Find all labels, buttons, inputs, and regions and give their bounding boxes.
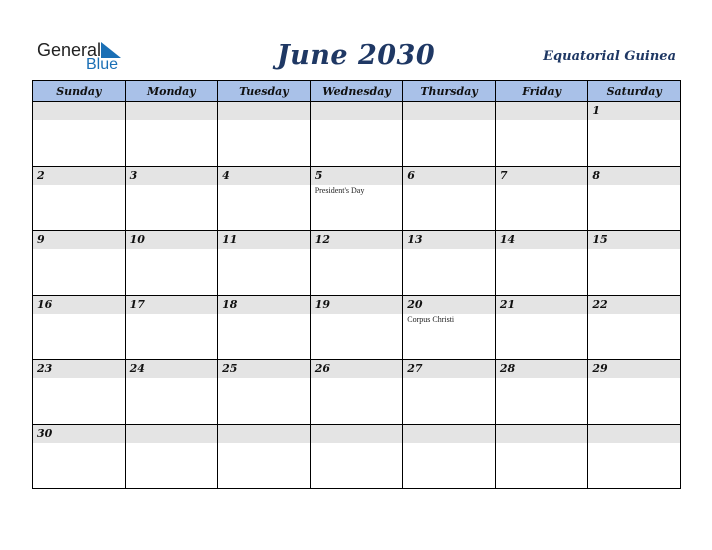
- day-number: 27: [407, 362, 423, 375]
- day-cell: [125, 231, 218, 296]
- day-cell-content: [218, 231, 310, 295]
- day-cell-content: [33, 425, 125, 489]
- day-cell: [588, 231, 681, 296]
- week-row: [33, 231, 681, 296]
- day-number: 10: [129, 233, 145, 246]
- day-number: 21: [499, 297, 516, 311]
- day-number-bar: [126, 102, 218, 120]
- day-cell: [218, 424, 311, 489]
- day-cell: [310, 295, 403, 360]
- day-cell: [310, 231, 403, 296]
- day-cell-content: [33, 102, 125, 166]
- day-cell-content: [588, 231, 680, 295]
- day-number: 11: [222, 233, 238, 246]
- day-number: 5: [314, 168, 323, 182]
- day-cell: [218, 231, 311, 296]
- day-cell: [403, 295, 496, 360]
- day-number-bar: [33, 425, 125, 443]
- day-cell: [403, 166, 496, 231]
- day-cell: [403, 424, 496, 489]
- day-cell: [33, 360, 126, 425]
- day-number-bar: [33, 231, 125, 249]
- day-cell-content: [496, 167, 588, 231]
- week-row: [33, 424, 681, 489]
- day-number: 24: [129, 362, 145, 375]
- day-number-bar: [218, 360, 310, 378]
- day-cell: [588, 102, 681, 167]
- day-number-bar: [126, 360, 218, 378]
- day-number: 29: [592, 362, 608, 375]
- day-number-bar: [496, 296, 588, 314]
- day-cell-content: [33, 167, 125, 231]
- day-number-bar: [311, 296, 403, 314]
- day-cell-content: [311, 425, 403, 489]
- weekday-header-saturday: Saturday: [588, 81, 681, 102]
- day-cell: [403, 102, 496, 167]
- day-cell-content: [403, 296, 495, 360]
- day-cell-content: [311, 167, 403, 231]
- day-cell: [125, 102, 218, 167]
- day-number-bar: [33, 360, 125, 378]
- day-cell-content: [126, 231, 218, 295]
- day-number: 23: [37, 362, 53, 375]
- day-number-bar: [126, 425, 218, 443]
- day-number-bar: [403, 102, 495, 120]
- day-cell-content: [218, 425, 310, 489]
- day-number: 22: [592, 297, 608, 311]
- day-cell-content: [588, 102, 680, 166]
- day-cell: [310, 360, 403, 425]
- day-cell: [33, 424, 126, 489]
- day-number-bar: [218, 231, 310, 249]
- day-cell: [218, 360, 311, 425]
- day-number: 14: [499, 233, 516, 246]
- day-number-bar: [126, 231, 218, 249]
- day-number-bar: [403, 360, 495, 378]
- day-cell: [588, 295, 681, 360]
- calendar-grid: [32, 80, 681, 489]
- day-cell: [495, 231, 588, 296]
- day-cell-content: [588, 296, 680, 360]
- day-cell-content: [126, 296, 218, 360]
- day-cell-content: [311, 231, 403, 295]
- day-cell-content: [126, 102, 218, 166]
- day-cell: [33, 166, 126, 231]
- day-cell: [403, 231, 496, 296]
- day-number-bar: [588, 296, 680, 314]
- day-cell-content: [403, 231, 495, 295]
- week-row: [33, 166, 681, 231]
- holiday-label: Corpus Christi: [407, 314, 455, 324]
- weekday-header-friday: Friday: [495, 81, 588, 102]
- day-number-bar: [403, 231, 495, 249]
- holiday-label: President's Day: [314, 185, 365, 195]
- weekday-header-tuesday: Tuesday: [218, 81, 311, 102]
- day-number-bar: [311, 167, 403, 185]
- day-number-bar: [311, 231, 403, 249]
- day-cell: [218, 295, 311, 360]
- day-cell-content: [33, 296, 125, 360]
- day-number-bar: [218, 102, 310, 120]
- day-cell: [495, 102, 588, 167]
- weekday-header-monday: Monday: [125, 81, 218, 102]
- day-number-bar: [496, 102, 588, 120]
- day-cell-content: [496, 296, 588, 360]
- day-cell-content: [588, 167, 680, 231]
- day-number: 30: [37, 426, 53, 440]
- day-number: 20: [407, 297, 423, 311]
- day-number-bar: [218, 425, 310, 443]
- week-row: [33, 102, 681, 167]
- day-number-bar: [496, 231, 588, 249]
- day-number: 15: [592, 233, 608, 246]
- calendar-title: June 2030: [276, 40, 436, 71]
- weekday-header-sunday: Sunday: [33, 81, 126, 102]
- day-cell: [125, 424, 218, 489]
- day-number-bar: [496, 360, 588, 378]
- day-cell-content: [126, 360, 218, 424]
- day-number: 2: [37, 168, 45, 182]
- day-number: 9: [37, 233, 45, 246]
- day-cell: [588, 360, 681, 425]
- day-cell: [403, 360, 496, 425]
- weekday-header-wednesday: Wednesday: [310, 81, 403, 102]
- day-number: 25: [222, 362, 238, 375]
- day-cell: [33, 231, 126, 296]
- day-number-bar: [588, 360, 680, 378]
- day-cell-content: [403, 102, 495, 166]
- day-cell-content: [218, 296, 310, 360]
- day-cell-content: [126, 425, 218, 489]
- day-cell-content: [496, 102, 588, 166]
- day-cell-content: [496, 360, 588, 424]
- day-cell-content: [33, 231, 125, 295]
- day-cell: [495, 360, 588, 425]
- day-cell: [33, 102, 126, 167]
- day-number: 12: [314, 233, 330, 246]
- day-number-bar: [403, 425, 495, 443]
- day-cell: [218, 166, 311, 231]
- day-cell: [218, 102, 311, 167]
- day-cell: [125, 360, 218, 425]
- day-cell: [310, 166, 403, 231]
- day-number-bar: [588, 102, 680, 120]
- day-cell-content: [496, 231, 588, 295]
- country-name: Equatorial Guinea: [543, 49, 676, 64]
- day-cell: [33, 295, 126, 360]
- day-cell-content: [403, 360, 495, 424]
- day-number: 26: [314, 362, 330, 375]
- day-number-bar: [403, 296, 495, 314]
- day-number: 16: [37, 297, 53, 311]
- brand-word-blue: Blue: [86, 56, 119, 73]
- week-row: [33, 295, 681, 360]
- day-number: 28: [499, 362, 516, 375]
- day-cell: [588, 424, 681, 489]
- day-number: 1: [592, 104, 601, 117]
- day-number: 8: [592, 168, 601, 182]
- day-number-bar: [33, 167, 125, 185]
- day-number: 3: [129, 168, 138, 182]
- day-number-bar: [33, 102, 125, 120]
- calendar-body: [33, 102, 681, 489]
- day-number-bar: [588, 167, 680, 185]
- day-number-bar: [588, 231, 680, 249]
- weekday-header-row: [33, 81, 681, 102]
- day-cell: [495, 424, 588, 489]
- day-number: 4: [222, 168, 230, 182]
- brand-word-general: General: [37, 40, 102, 60]
- day-cell: [495, 295, 588, 360]
- day-cell-content: [588, 360, 680, 424]
- day-number-bar: [496, 167, 588, 185]
- day-cell: [125, 166, 218, 231]
- day-number-bar: [311, 102, 403, 120]
- day-cell-content: [33, 360, 125, 424]
- day-cell-content: [403, 167, 495, 231]
- day-cell: [125, 295, 218, 360]
- day-number: 19: [314, 297, 330, 311]
- day-cell-content: [126, 167, 218, 231]
- day-number: 13: [407, 233, 423, 246]
- day-cell-content: [311, 296, 403, 360]
- day-number-bar: [218, 296, 310, 314]
- day-cell-content: [311, 102, 403, 166]
- day-number-bar: [311, 360, 403, 378]
- day-number-bar: [126, 167, 218, 185]
- day-number: 18: [222, 297, 238, 311]
- day-number-bar: [311, 425, 403, 443]
- day-cell: [495, 166, 588, 231]
- day-cell-content: [496, 425, 588, 489]
- day-cell-content: [311, 360, 403, 424]
- weekday-header-thursday: Thursday: [403, 81, 496, 102]
- day-cell: [588, 166, 681, 231]
- day-number-bar: [126, 296, 218, 314]
- week-row: [33, 360, 681, 425]
- day-number: 17: [129, 297, 145, 311]
- day-cell-content: [218, 167, 310, 231]
- day-number-bar: [218, 167, 310, 185]
- day-number-bar: [496, 425, 588, 443]
- day-number-bar: [33, 296, 125, 314]
- day-number: 7: [499, 168, 508, 182]
- day-number: 6: [407, 168, 415, 182]
- day-cell-content: [218, 102, 310, 166]
- day-cell-content: [403, 425, 495, 489]
- day-number-bar: [588, 425, 680, 443]
- day-number-bar: [403, 167, 495, 185]
- day-cell-content: [588, 425, 680, 489]
- day-cell: [310, 102, 403, 167]
- day-cell: [310, 424, 403, 489]
- day-cell-content: [218, 360, 310, 424]
